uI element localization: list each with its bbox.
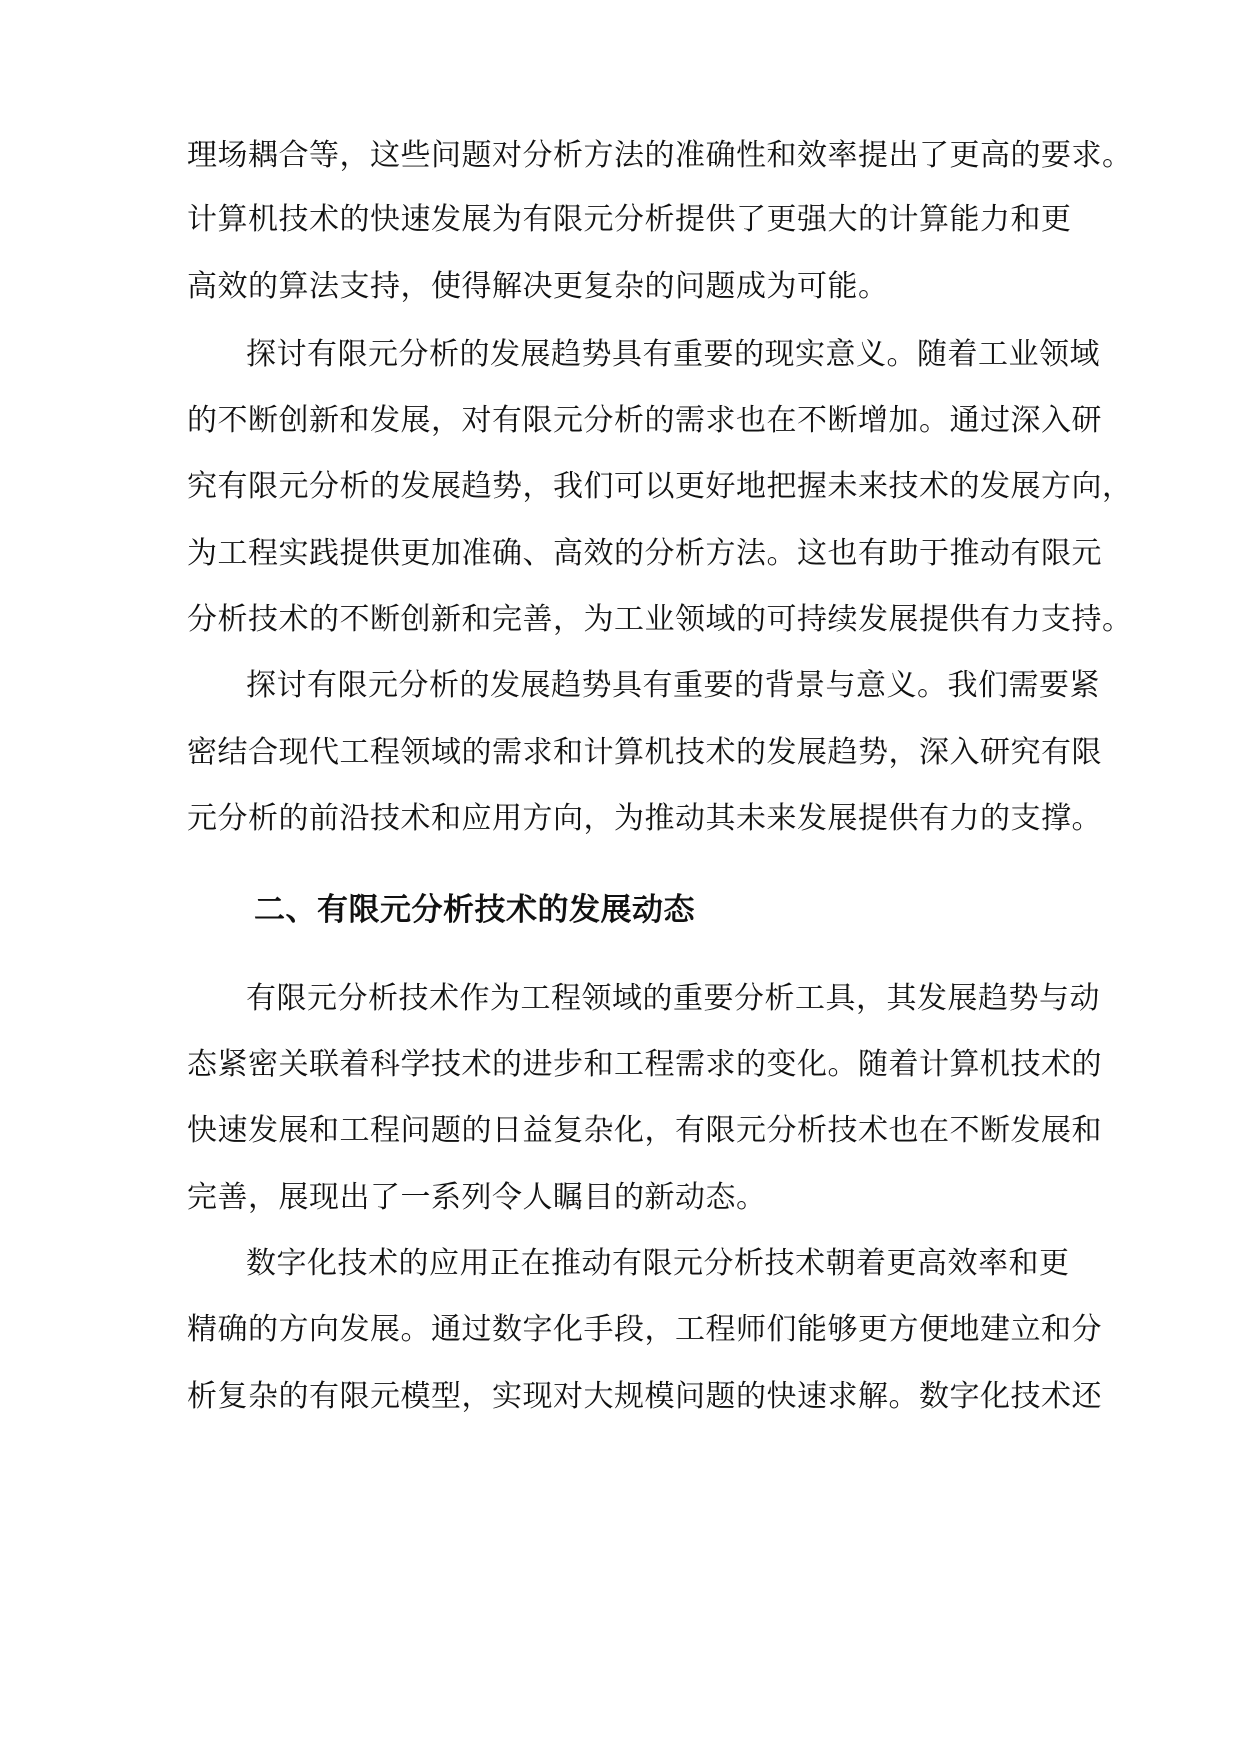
text-line: 理场耦合等，这些问题对分析方法的准确性和效率提出了更高的要求。 [187, 138, 1133, 173]
text-line: 为工程实践提供更加准确、高效的分析方法。这也有助于推动有限元 [187, 536, 1102, 571]
text-line: 计算机技术的快速发展为有限元分析提供了更强大的计算能力和更 [187, 202, 1072, 237]
section-heading: 二、有限元分析技术的发展动态 [254, 892, 695, 928]
text-line: 的不断创新和发展，对有限元分析的需求也在不断增加。通过深入研 [187, 403, 1102, 438]
text-line: 密结合现代工程领域的需求和计算机技术的发展趋势，深入研究有限 [187, 735, 1102, 770]
text-line: 快速发展和工程问题的日益复杂化，有限元分析技术也在不断发展和 [187, 1113, 1102, 1148]
text-line: 有限元分析技术作为工程领域的重要分析工具，其发展趋势与动 [246, 981, 1100, 1016]
text-line: 数字化技术的应用正在推动有限元分析技术朝着更高效率和更 [246, 1246, 1070, 1281]
text-line: 完善，展现出了一系列令人瞩目的新动态。 [187, 1180, 767, 1215]
text-line: 精确的方向发展。通过数字化手段，工程师们能够更方便地建立和分 [187, 1312, 1102, 1347]
text-line: 高效的算法支持，使得解决更复杂的问题成为可能。 [187, 269, 889, 304]
text-line: 元分析的前沿技术和应用方向，为推动其未来发展提供有力的支撑。 [187, 801, 1102, 836]
text-line: 究有限元分析的发展趋势，我们可以更好地把握未来技术的发展方向， [187, 469, 1133, 504]
text-line: 分析技术的不断创新和完善，为工业领域的可持续发展提供有力支持。 [187, 602, 1133, 637]
text-line: 探讨有限元分析的发展趋势具有重要的背景与意义。我们需要紧 [246, 668, 1100, 703]
text-line: 析复杂的有限元模型，实现对大规模问题的快速求解。数字化技术还 [187, 1379, 1102, 1414]
text-line: 探讨有限元分析的发展趋势具有重要的现实意义。随着工业领域 [246, 337, 1100, 372]
text-line: 态紧密关联着科学技术的进步和工程需求的变化。随着计算机技术的 [187, 1047, 1102, 1082]
